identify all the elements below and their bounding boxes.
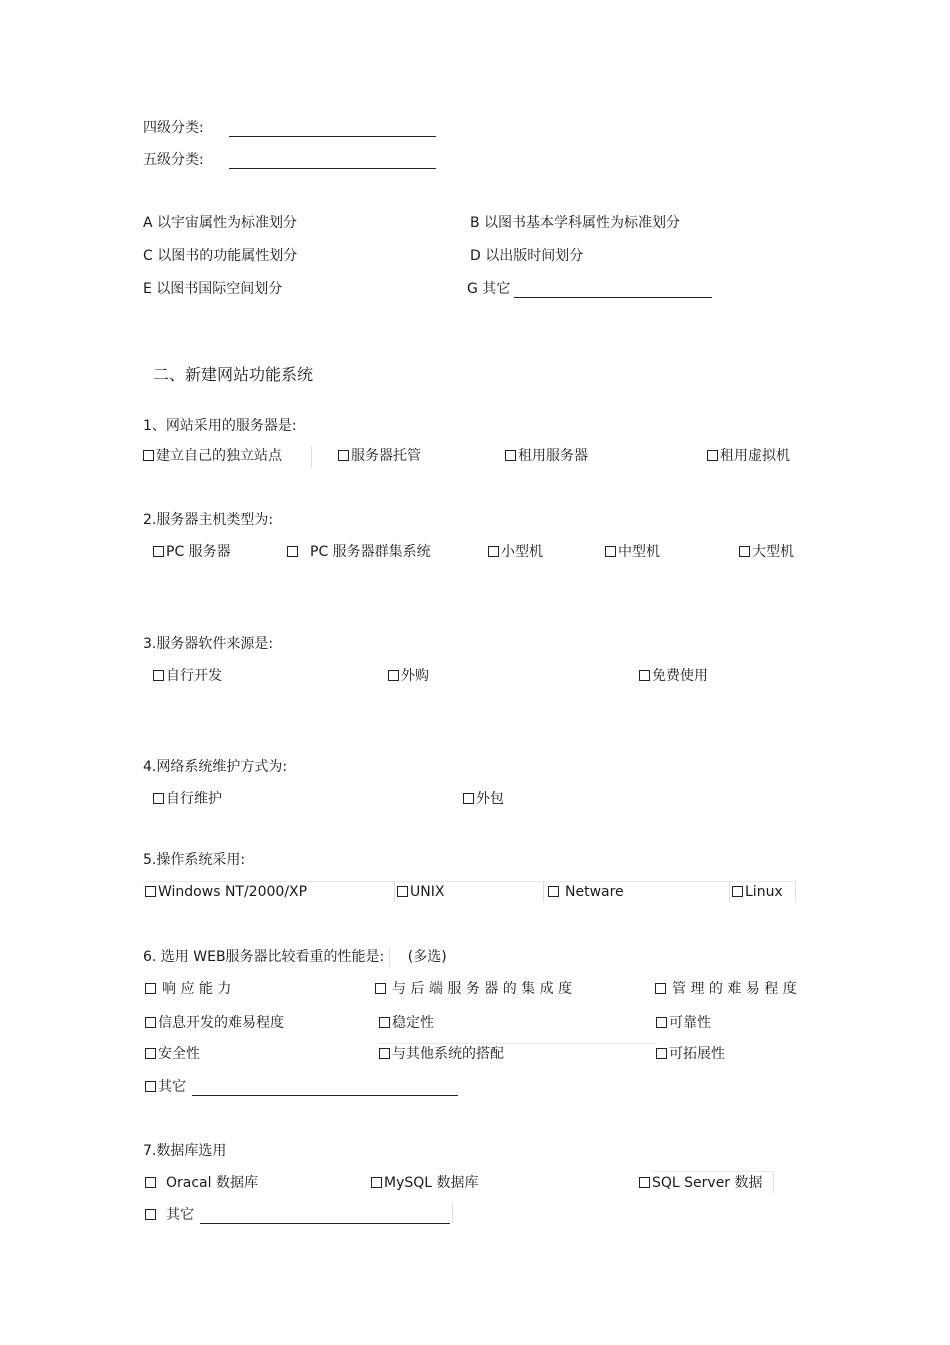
- q3-label: 3.服务器软件来源是:: [143, 636, 274, 652]
- q3-option-2[interactable]: 外购: [388, 667, 429, 685]
- q6-label: [143, 948, 447, 966]
- level5-blank[interactable]: [229, 168, 436, 169]
- divider: [389, 948, 408, 966]
- checkbox-icon[interactable]: [397, 886, 408, 897]
- q5-option-2[interactable]: UNIX: [397, 883, 444, 901]
- q3-option-3[interactable]: 免费使用: [639, 667, 708, 685]
- checkbox-icon[interactable]: [379, 1017, 390, 1028]
- option-a: A 以宇宙属性为标准划分: [143, 215, 298, 231]
- divider: [729, 881, 730, 902]
- checkbox-icon[interactable]: [488, 546, 499, 557]
- checkbox-icon[interactable]: [145, 1017, 156, 1028]
- q2-option-4[interactable]: 中型机: [605, 543, 660, 561]
- checkbox-icon[interactable]: [732, 886, 743, 897]
- q5-option-1[interactable]: Windows NT/2000/XP: [145, 883, 307, 901]
- q2-option-2[interactable]: PC 服务器群集系统: [287, 543, 431, 561]
- checkbox-icon[interactable]: [153, 670, 164, 681]
- section-title: 二、新建网站功能系统: [153, 365, 314, 384]
- q4-option-2[interactable]: 外包: [463, 790, 504, 808]
- option-d: D 以出版时间划分: [470, 248, 584, 264]
- q7-option-1[interactable]: Oracal 数据库: [145, 1174, 258, 1192]
- divider: [543, 881, 544, 902]
- q1-label: 1、网站采用的服务器是:: [143, 418, 297, 434]
- checkbox-icon[interactable]: [655, 983, 666, 994]
- q6-option-7[interactable]: 安全性: [145, 1045, 200, 1063]
- checkbox-icon[interactable]: [375, 983, 386, 994]
- checkbox-icon[interactable]: [656, 1017, 667, 1028]
- option-g: [467, 280, 712, 298]
- option-g-label: G 其它: [467, 281, 511, 297]
- checkbox-icon[interactable]: [371, 1177, 382, 1188]
- q6-other-blank[interactable]: [192, 1081, 458, 1096]
- q2-option-1[interactable]: PC 服务器: [153, 543, 231, 561]
- checkbox-icon[interactable]: [639, 1177, 650, 1188]
- q4-label: 4.网络系统维护方式为:: [143, 759, 288, 775]
- q2-option-3[interactable]: 小型机: [488, 543, 543, 561]
- q1-option-4[interactable]: 租用虚拟机: [707, 447, 790, 465]
- q7-option-3[interactable]: SQL Server 数据: [639, 1174, 763, 1192]
- q5-option-3[interactable]: Netware: [548, 883, 624, 901]
- checkbox-icon[interactable]: [739, 546, 750, 557]
- checkbox-icon[interactable]: [287, 546, 298, 557]
- checkbox-icon[interactable]: [379, 1048, 390, 1059]
- option-b: B 以图书基本学科属性为标准划分: [470, 215, 681, 231]
- q6-option-9[interactable]: 可拓展性: [656, 1045, 725, 1063]
- divider: [311, 446, 312, 468]
- checkbox-icon[interactable]: [639, 670, 650, 681]
- checkbox-icon[interactable]: [145, 1048, 156, 1059]
- checkbox-icon[interactable]: [145, 886, 156, 897]
- q6-option-2[interactable]: 与 后 端 服 务 器 的 集 成 度: [375, 980, 572, 998]
- q7-label: 7.数据库选用: [143, 1143, 227, 1159]
- checkbox-icon[interactable]: [153, 546, 164, 557]
- q3-option-1[interactable]: 自行开发: [153, 667, 222, 685]
- checkbox-icon[interactable]: [145, 1177, 156, 1188]
- level4-label: 四级分类:: [143, 120, 204, 136]
- option-c: C 以图书的功能属性划分: [143, 248, 298, 264]
- q6-option-8[interactable]: 与其他系统的搭配: [379, 1045, 504, 1063]
- q7-option-4[interactable]: 其它: [145, 1206, 450, 1224]
- q7-option-2[interactable]: MySQL 数据库: [371, 1174, 479, 1192]
- level5-label: 五级分类:: [143, 152, 204, 168]
- q6-note: (多选): [407, 949, 447, 965]
- level4-blank[interactable]: [229, 136, 436, 137]
- divider: [379, 1043, 655, 1044]
- q1-option-2[interactable]: 服务器托管: [338, 447, 421, 465]
- q6-option-5[interactable]: 稳定性: [379, 1014, 434, 1032]
- q5-option-4[interactable]: Linux: [732, 883, 783, 901]
- q6-option-10[interactable]: 其它: [145, 1078, 458, 1096]
- checkbox-icon[interactable]: [656, 1048, 667, 1059]
- divider: [652, 1171, 773, 1172]
- q1-option-1[interactable]: 建立自己的独立站点: [143, 447, 282, 465]
- q6-option-6[interactable]: 可靠性: [656, 1014, 711, 1032]
- q7-other-blank[interactable]: [200, 1209, 450, 1224]
- divider: [452, 1203, 453, 1223]
- divider: [143, 881, 795, 882]
- option-g-blank[interactable]: [514, 283, 712, 298]
- checkbox-icon[interactable]: [143, 450, 154, 461]
- checkbox-icon[interactable]: [338, 450, 349, 461]
- checkbox-icon[interactable]: [388, 670, 399, 681]
- checkbox-icon[interactable]: [548, 886, 559, 897]
- q6-label-text: 6. 选用 WEB服务器比较看重的性能是:: [143, 949, 385, 965]
- q5-label: 5.操作系统采用:: [143, 852, 246, 868]
- option-e: E 以图书国际空间划分: [143, 281, 283, 297]
- q6-option-1[interactable]: 响 应 能 力: [145, 980, 231, 998]
- q1-option-3[interactable]: 租用服务器: [505, 447, 588, 465]
- checkbox-icon[interactable]: [145, 1081, 156, 1092]
- checkbox-icon[interactable]: [707, 450, 718, 461]
- checkbox-icon[interactable]: [145, 983, 156, 994]
- q2-label: 2.服务器主机类型为:: [143, 512, 274, 528]
- q6-option-4[interactable]: 信息开发的难易程度: [145, 1014, 284, 1032]
- checkbox-icon[interactable]: [145, 1209, 156, 1220]
- divider: [394, 881, 395, 902]
- checkbox-icon[interactable]: [605, 546, 616, 557]
- q6-option-3[interactable]: 管 理 的 难 易 程 度: [655, 980, 797, 998]
- checkbox-icon[interactable]: [463, 793, 474, 804]
- checkbox-icon[interactable]: [505, 450, 516, 461]
- q2-option-5[interactable]: 大型机: [739, 543, 794, 561]
- divider: [795, 881, 796, 902]
- divider: [773, 1171, 774, 1193]
- checkbox-icon[interactable]: [153, 793, 164, 804]
- q4-option-1[interactable]: 自行维护: [153, 790, 222, 808]
